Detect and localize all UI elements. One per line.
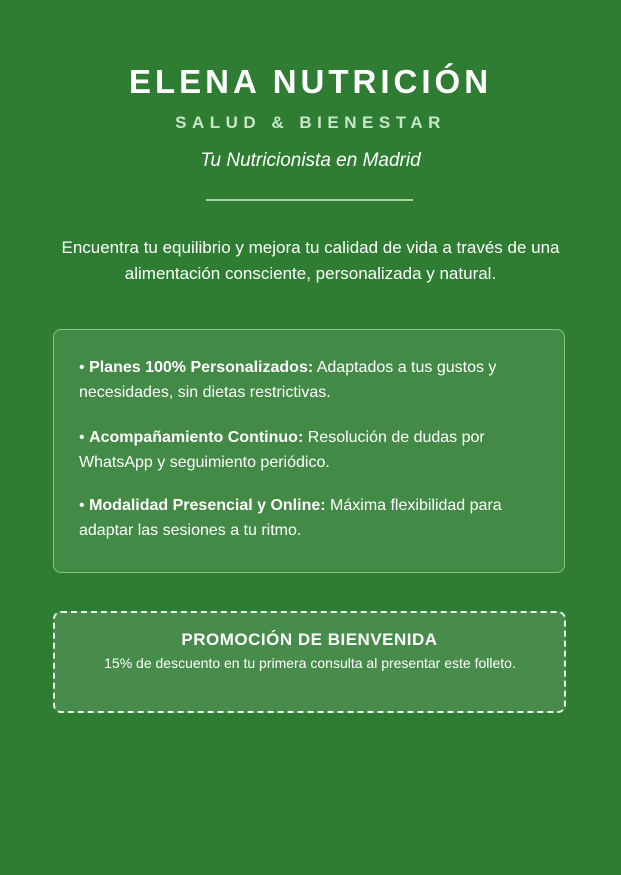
tagline: Tu Nutricionista en Madrid — [200, 150, 421, 171]
promo-box — [53, 611, 566, 713]
bullet-icon: • — [79, 359, 85, 376]
brand-title: ELENA NUTRICIÓN — [128, 63, 493, 100]
header-divider — [206, 199, 413, 201]
intro-text: Encuentra tu equilibrio y mejora tu calidad de vida a través de una alimentación consciente, personalizada y natural. — [61, 238, 560, 283]
feature-text: Resolución de dudas por WhatsApp y seguimiento periódico. — [79, 429, 485, 471]
promo-text: 15% de descuento en tu primera consulta al presentar este folleto. — [104, 655, 516, 671]
feature-item — [79, 355, 554, 405]
feature-text: Adaptados a tus gustos y necesidades, sin dietas restrictivas. — [79, 359, 497, 401]
feature-title: Modalidad Presencial y Online: — [89, 497, 326, 514]
bullet-icon: • — [79, 497, 85, 514]
feature-text: Máxima flexibilidad para adaptar las sesiones a tu ritmo. — [79, 497, 502, 539]
bullet-icon: • — [79, 429, 85, 446]
feature-item — [79, 425, 554, 475]
feature-title: Planes 100% Personalizados: — [89, 359, 314, 376]
feature-item — [79, 493, 554, 543]
brand-subtitle: SALUD & BIENESTAR — [175, 113, 446, 132]
feature-title: Acompañamiento Continuo: — [89, 429, 304, 446]
promo-title: PROMOCIÓN DE BIENVENIDA — [181, 630, 438, 649]
features-box — [53, 329, 565, 573]
